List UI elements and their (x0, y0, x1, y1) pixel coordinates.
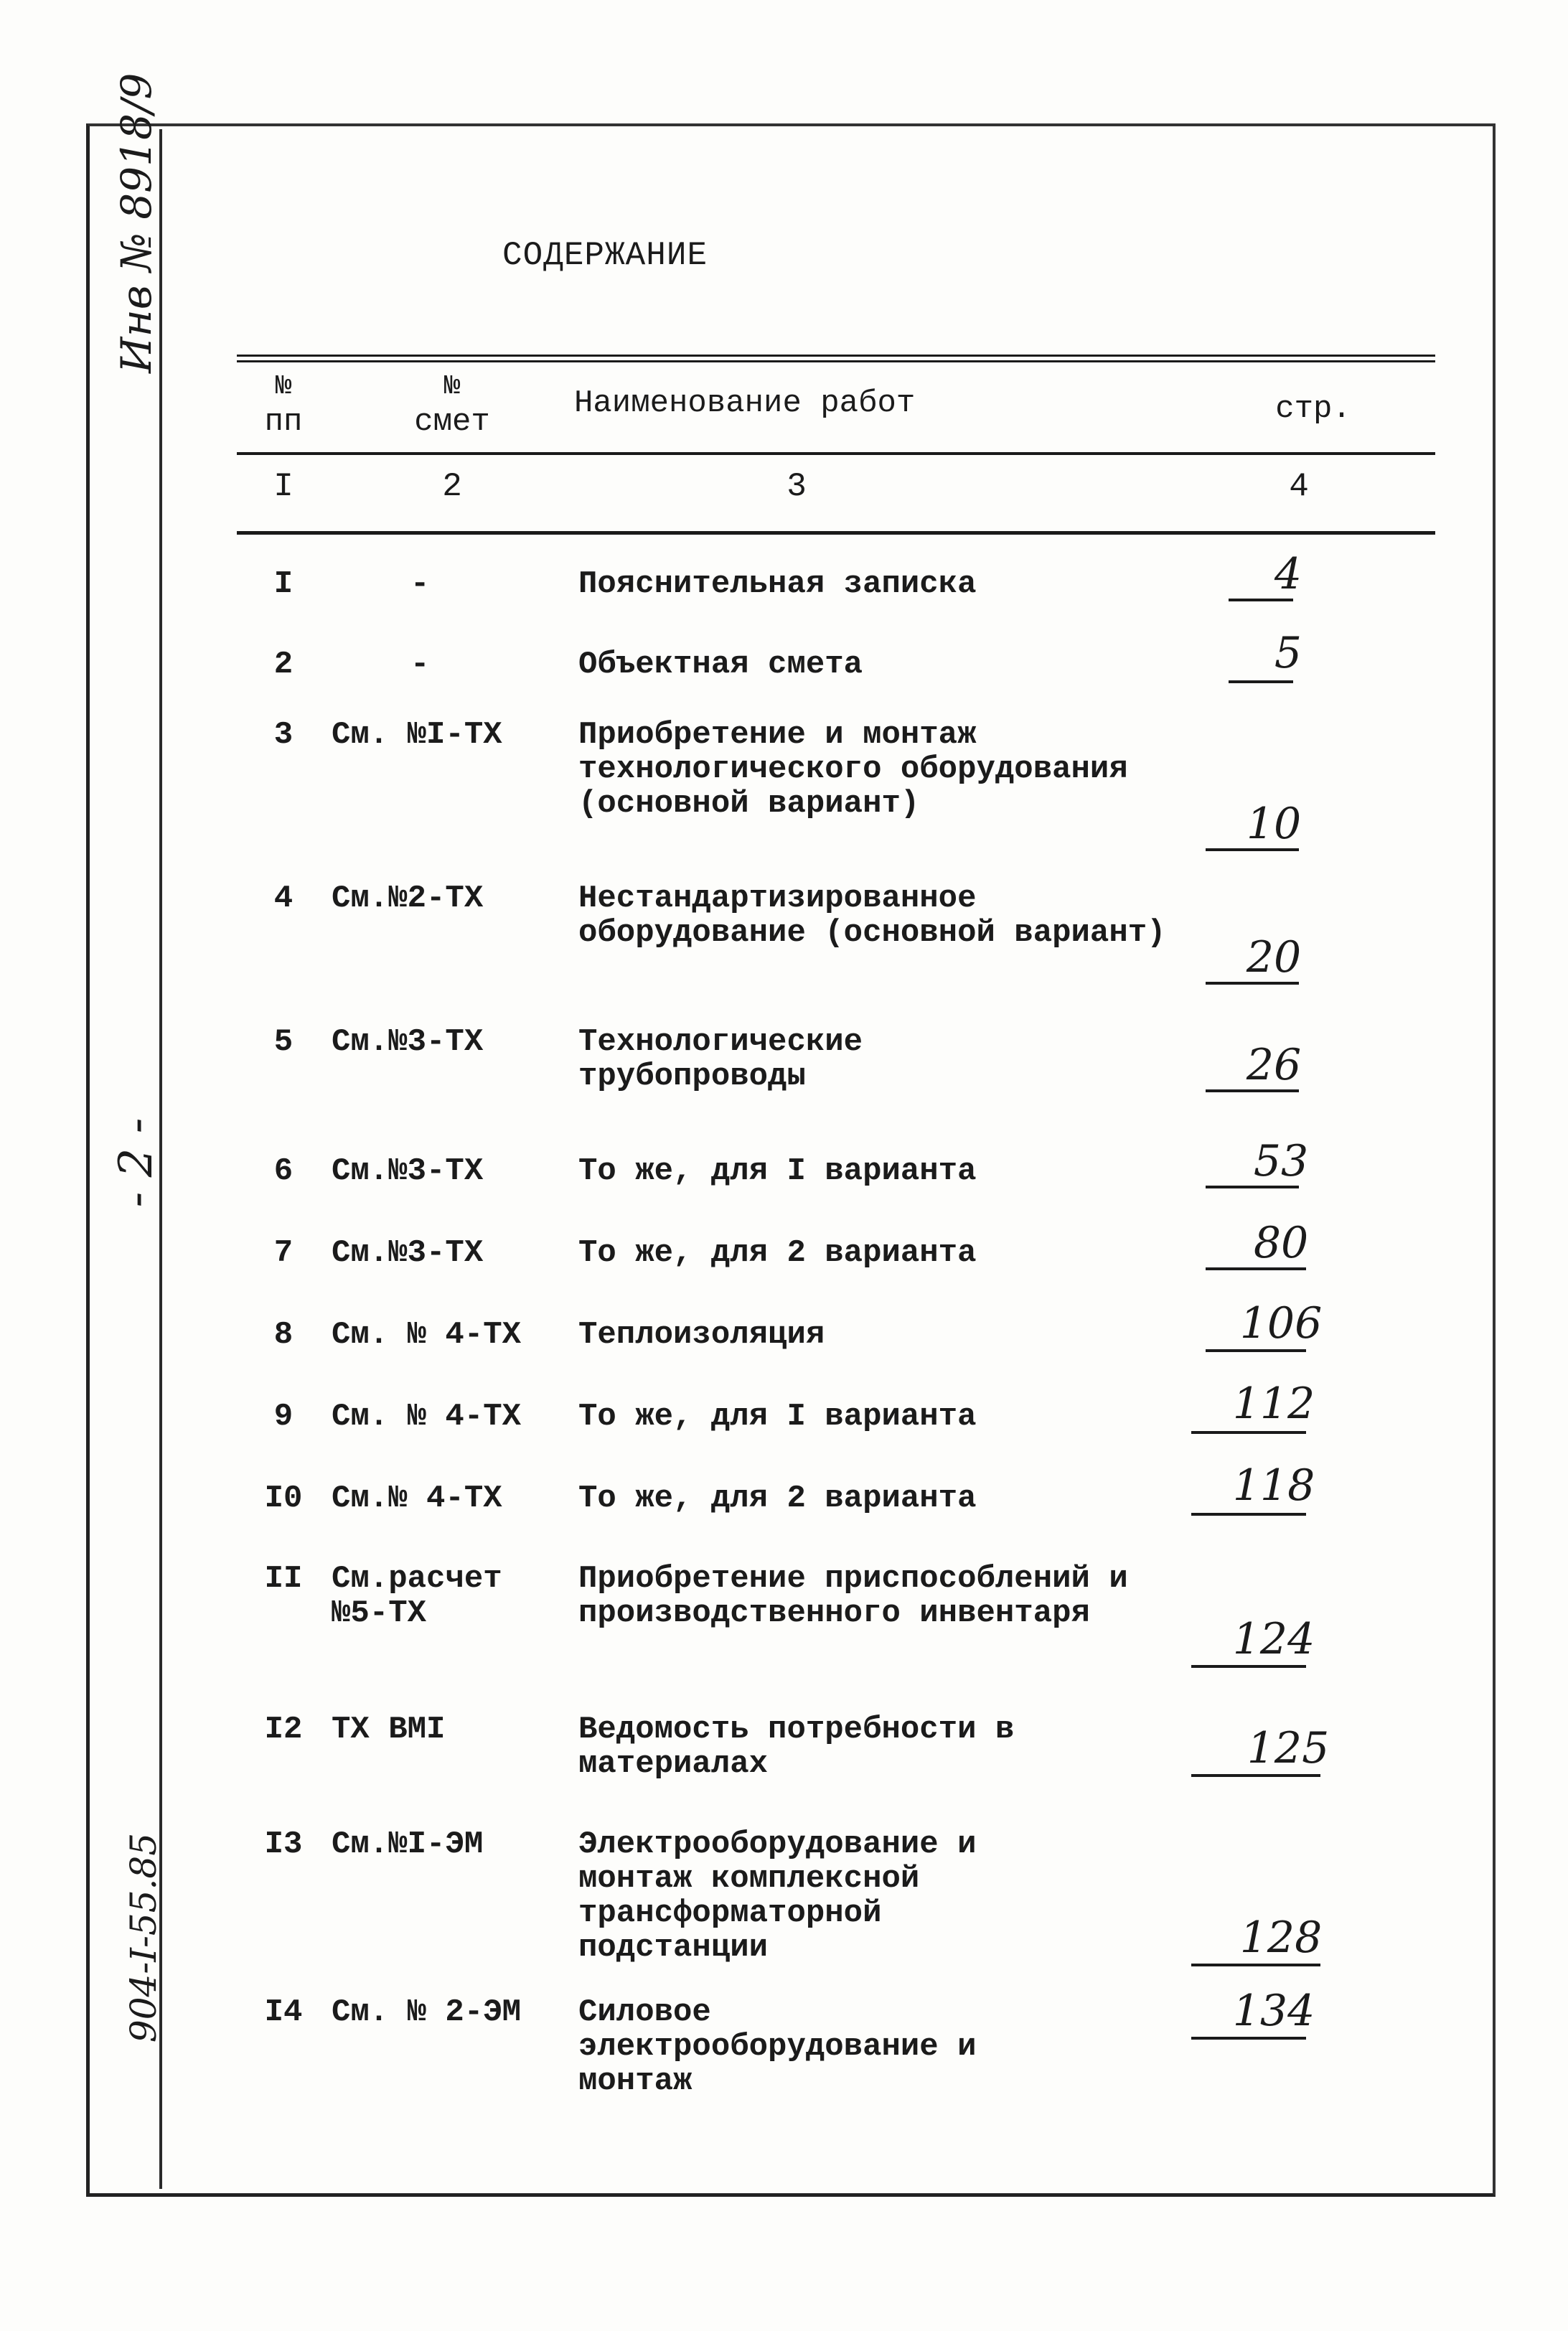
page-underline (1191, 2037, 1306, 2040)
row-name: Нестандартизированное оборудование (основной вариант) (578, 881, 1166, 951)
row-estimate: См. № 2-ЭМ (332, 1994, 522, 2030)
row-page: 106 (1239, 1298, 1323, 1349)
page-underline (1206, 982, 1299, 985)
page-underline (1206, 1267, 1306, 1270)
page-title: СОДЕРЖАНИЕ (502, 237, 708, 274)
header-name: Наименование работ (574, 385, 916, 421)
page-underline (1206, 848, 1299, 851)
row-estimate: - (410, 647, 430, 683)
column-number-1: I (273, 468, 294, 505)
row-number: I4 (264, 1994, 303, 2030)
row-number: 4 (273, 881, 294, 916)
page-underline (1206, 1089, 1299, 1092)
row-number: 5 (273, 1024, 294, 1060)
row-page: 10 (1246, 799, 1302, 849)
row-estimate: См.№2-ТХ (332, 881, 484, 916)
row-name: Приобретение и монтаж технологического оборудования (основной вариант) (578, 717, 1128, 822)
row-name: Пояснительная записка (578, 566, 977, 602)
row-number: 6 (273, 1153, 294, 1189)
row-estimate: См.расчет №5-ТХ (332, 1561, 502, 1631)
page-number: - 2 - (110, 1117, 163, 1208)
row-page: 118 (1232, 1460, 1315, 1511)
header-num-top: № (275, 371, 292, 402)
header-bottom-rule (237, 531, 1435, 535)
row-name: То же, для I варианта (578, 1399, 977, 1435)
row-page: 112 (1232, 1379, 1315, 1429)
row-number: I3 (264, 1826, 303, 1862)
column-number-2: 2 (442, 468, 462, 505)
row-page: 5 (1274, 628, 1302, 678)
project-code: 904-I-55.85 (123, 1832, 164, 2043)
row-page: 125 (1247, 1723, 1330, 1773)
row-name: То же, для 2 варианта (578, 1235, 977, 1271)
page-underline (1206, 1186, 1299, 1188)
page-underline (1191, 1431, 1306, 1434)
header-top-rule (237, 355, 1435, 362)
page-underline (1206, 1349, 1306, 1352)
row-estimate: См.№ 4-ТХ (332, 1481, 502, 1516)
header-mid-rule (237, 452, 1435, 455)
row-estimate: ТХ ВМI (332, 1712, 446, 1748)
page-underline (1191, 1964, 1320, 1966)
row-number: 7 (273, 1235, 294, 1271)
column-number-3: 3 (787, 468, 807, 505)
row-page: 80 (1253, 1218, 1309, 1268)
row-page: 124 (1232, 1614, 1315, 1664)
row-name: Электрооборудование и монтаж комплексной трансформаторной подстанции (578, 1826, 977, 1966)
page-underline (1229, 599, 1293, 601)
row-estimate: См.№3-ТХ (332, 1153, 484, 1189)
row-page: 26 (1246, 1040, 1302, 1090)
row-estimate: См.№3-ТХ (332, 1024, 484, 1060)
row-number: I2 (264, 1712, 303, 1748)
page-underline (1191, 1774, 1320, 1777)
row-estimate: См. №I-ТХ (332, 717, 502, 753)
row-page: 128 (1239, 1913, 1323, 1963)
row-name: Объектная смета (578, 647, 863, 683)
row-estimate: См. № 4-ТХ (332, 1317, 522, 1353)
row-page: 134 (1232, 1986, 1315, 2036)
header-page: стр. (1275, 391, 1351, 427)
row-page: 4 (1274, 549, 1302, 599)
row-name: Силовое электрооборудование и монтаж (578, 1994, 977, 2099)
row-estimate: - (410, 566, 430, 602)
row-name: То же, для 2 варианта (578, 1481, 977, 1516)
row-name: То же, для I варианта (578, 1153, 977, 1189)
row-number: 3 (273, 717, 294, 753)
inventory-stamp: Инв № 8918/9 (112, 72, 161, 373)
row-number: I (273, 566, 294, 602)
row-number: II (264, 1561, 303, 1597)
row-number: I0 (264, 1481, 303, 1516)
page-underline (1191, 1513, 1306, 1516)
row-estimate: См.№3-ТХ (332, 1235, 484, 1271)
row-estimate: См. № 4-ТХ (332, 1399, 522, 1435)
header-num-bottom: пп (264, 404, 303, 440)
row-page: 20 (1246, 932, 1302, 982)
row-estimate: См.№I-ЭМ (332, 1826, 484, 1862)
row-page: 53 (1253, 1136, 1309, 1186)
column-number-4: 4 (1289, 468, 1309, 505)
row-number: 9 (273, 1399, 294, 1435)
row-number: 8 (273, 1317, 294, 1353)
row-name: Ведомость потребности в материалах (578, 1712, 1015, 1782)
page-underline (1191, 1665, 1306, 1668)
row-name: Технологические трубопроводы (578, 1024, 863, 1094)
header-est-top: № (443, 371, 461, 402)
page-underline (1229, 680, 1293, 683)
row-number: 2 (273, 647, 294, 683)
row-name: Приобретение приспособлений и производственного инвентаря (578, 1561, 1128, 1631)
header-est-bottom: смет (414, 404, 490, 440)
row-name: Теплоизоляция (578, 1317, 825, 1353)
